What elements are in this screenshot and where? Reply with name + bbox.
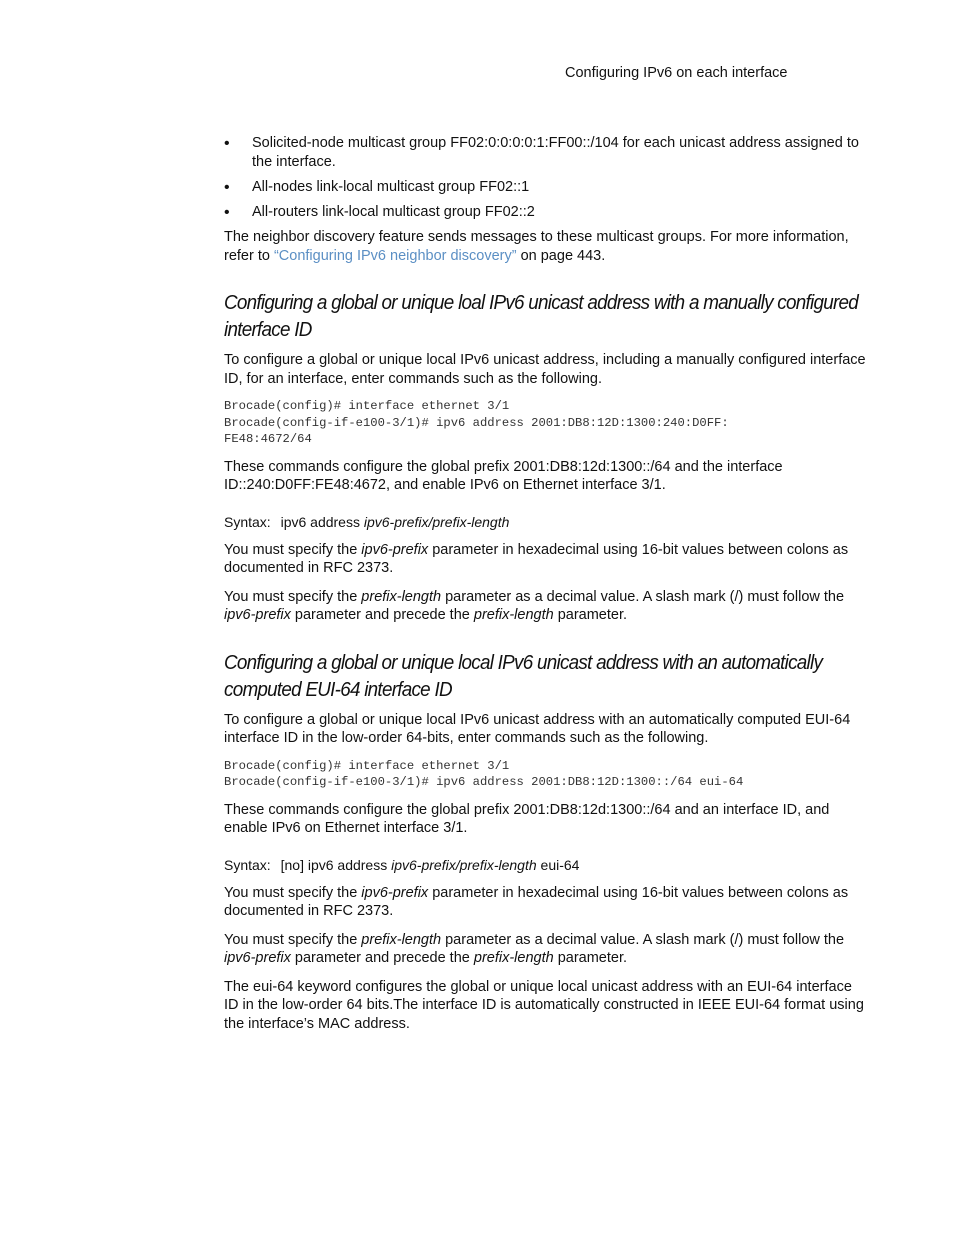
paragraph: You must specify the prefix-length parameter as a decimal value. A slash mark (/) must follow the ipv6-prefix parameter and precede the prefix-length parameter. [224,588,845,623]
syntax-line: Syntax: [no] ipv6 address ipv6-prefix/prefix-length eui-64 [224,856,580,873]
syntax-args: ipv6-prefix/prefix-length [391,856,537,873]
multicast-group-list [224,134,870,222]
paragraph: To configure a global or unique local IPv6 unicast address, including a manually configured interface ID, for an interface, enter commands such as the following. [224,352,866,387]
syntax-no-keyword: no [284,856,301,873]
syntax-args: ipv6-prefix/prefix-length [363,513,510,530]
syntax-line: Syntax: ipv6 address ipv6-prefix/prefix-length [224,513,510,530]
running-header: Configuring IPv6 on each interface [565,65,788,81]
syntax-command: ipv6 address [307,856,388,873]
eui64-keyword: eui-64 [253,978,294,995]
section-heading-manual-interface-id: Configuring a global or unique loal IPv6 unicast address with a manually configured interface ID [224,291,859,341]
code-example: Brocade(config)# interface ethernet 3/1 Brocade(config-if-e100-3/1)# ipv6 address 2001:DB8:12D:1300:240:D0FF: FE48:4672/64 [224,399,729,446]
paragraph: The eui-64 keyword configures the global or unique local unicast address with an EUI-64 interface ID in the low-order 64 bits.The interface ID is automatically constructed in IEEE EUI-64 format using the interface’s MAC address. [224,978,864,1032]
list-item: • All-nodes link-local multicast group FF02::1 [224,178,870,197]
code-example: Brocade(config)# interface ethernet 3/1 Brocade(config-if-e100-3/1)# ipv6 address 2001:DB8:12D:1300::/64 eui-64 [224,758,744,789]
paragraph: You must specify the ipv6-prefix parameter in hexadecimal using 16-bit values between colons as documented in RFC 2373. [224,884,849,919]
syntax-eui64-keyword: eui-64 [540,856,580,873]
paragraph: These commands configure the global prefix 2001:DB8:12d:1300::/64 and the interface ID::240:D0FF:FE48:4672, and enable IPv6 on Ethernet interface 3/1. [224,458,783,493]
list-item: • Solicited-node multicast group FF02:0:0:0:0:1:FF00::/104 for each unicast address assigned to the interface. [224,134,870,172]
section-heading-eui64-interface-id: Configuring a global or unique local IPv6 unicast address with an automatically computed EUI-64 interface ID [224,650,823,701]
list-item: • All-routers link-local multicast group FF02::2 [224,203,870,222]
page-body [224,134,870,1043]
paragraph: You must specify the ipv6-prefix parameter in hexadecimal using 16-bit values between colons as documented in RFC 2373. [224,541,849,576]
paragraph: You must specify the prefix-length parameter as a decimal value. A slash mark (/) must follow the ipv6-prefix parameter and precede the prefix-length parameter. [224,931,845,966]
syntax-command: ipv6 address [280,513,360,530]
paragraph: To configure a global or unique local IPv6 unicast address with an automatically computed EUI-64 interface ID in the low-order 64-bits, enter commands such as the following. [224,711,851,746]
neighbor-discovery-link[interactable]: “Configuring IPv6 neighbor discovery” [273,247,517,264]
intro-paragraph: The neighbor discovery feature sends messages to these multicast groups. For more information, refer to “Configuring IPv6 neighbor discovery” on page 443. [224,229,849,264]
paragraph: These commands configure the global prefix 2001:DB8:12d:1300::/64 and an interface ID, and enable IPv6 on Ethernet interface 3/1. [224,801,830,836]
